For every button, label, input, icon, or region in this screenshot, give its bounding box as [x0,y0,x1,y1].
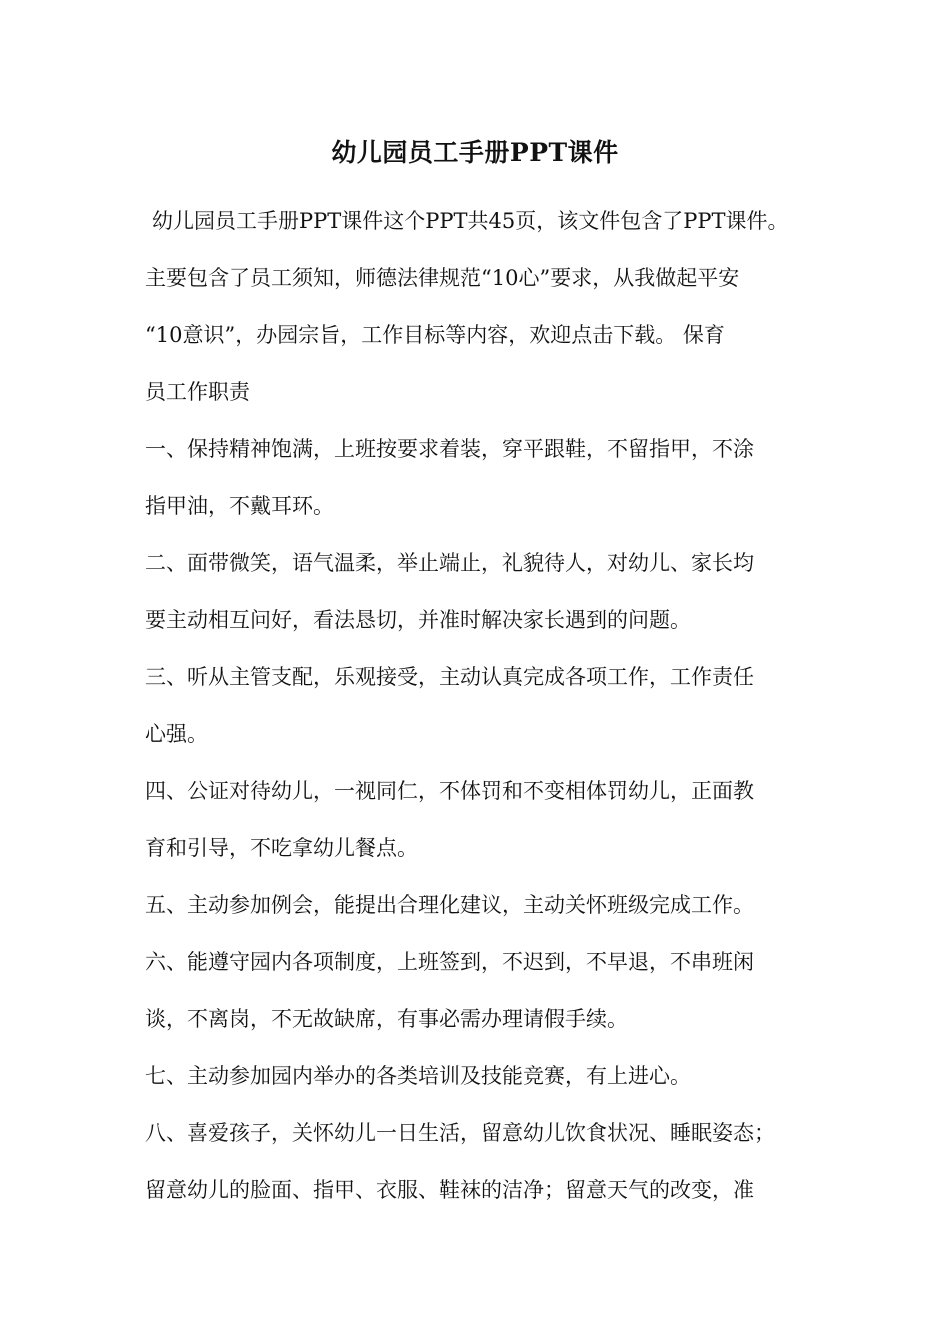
paragraph-line: 二、面带微笑，语气温柔，举止端止，礼貌待人，对幼儿、家长均 [145,551,754,575]
paragraph-line: 幼儿园员工手册PPT课件这个PPT共45页，该文件包含了PPT课件。 [152,209,789,233]
paragraph-line: 八、喜爱孩子，关怀幼儿一日生活，留意幼儿饮食状况、睡眠姿态； [145,1121,775,1145]
paragraph-line: 育和引导，不吃拿幼儿餐点。 [145,836,418,860]
paragraph-line: “10意识”，办园宗旨，工作目标等内容，欢迎点击下载。 保育 [145,323,725,347]
paragraph-line: 员工作职责 [145,380,250,404]
paragraph-line: 三、听从主管支配，乐观接受，主动认真完成各项工作，工作责任 [145,665,754,689]
paragraph-line: 一、保持精神饱满，上班按要求着装，穿平跟鞋，不留指甲，不涂 [145,437,754,461]
paragraph-line: 四、公证对待幼儿，一视同仁，不体罚和不变相体罚幼儿，正面教 [145,779,754,803]
paragraph-line: 五、主动参加例会，能提出合理化建议，主动关怀班级完成工作。 [145,893,754,917]
paragraph-line: 六、能遵守园内各项制度，上班签到，不迟到，不早退，不串班闲 [145,950,754,974]
paragraph-line: 留意幼儿的脸面、指甲、衣服、鞋袜的洁净；留意天气的改变，准 [145,1178,754,1202]
paragraph-line: 谈，不离岗，不无故缺席，有事必需办理请假手续。 [145,1007,628,1031]
paragraph-line: 主要包含了员工须知，师德法律规范“10心”要求，从我做起平安 [145,266,740,290]
paragraph-line: 七、主动参加园内举办的各类培训及技能竞赛，有上进心。 [145,1064,691,1088]
paragraph-line: 指甲油，不戴耳环。 [145,494,334,518]
paragraph-line: 心强。 [145,722,208,746]
paragraph-line: 要主动相互问好，看法恳切，并准时解决家长遇到的问题。 [145,608,691,632]
document-title: 幼儿园员工手册PPT课件 [331,138,619,167]
